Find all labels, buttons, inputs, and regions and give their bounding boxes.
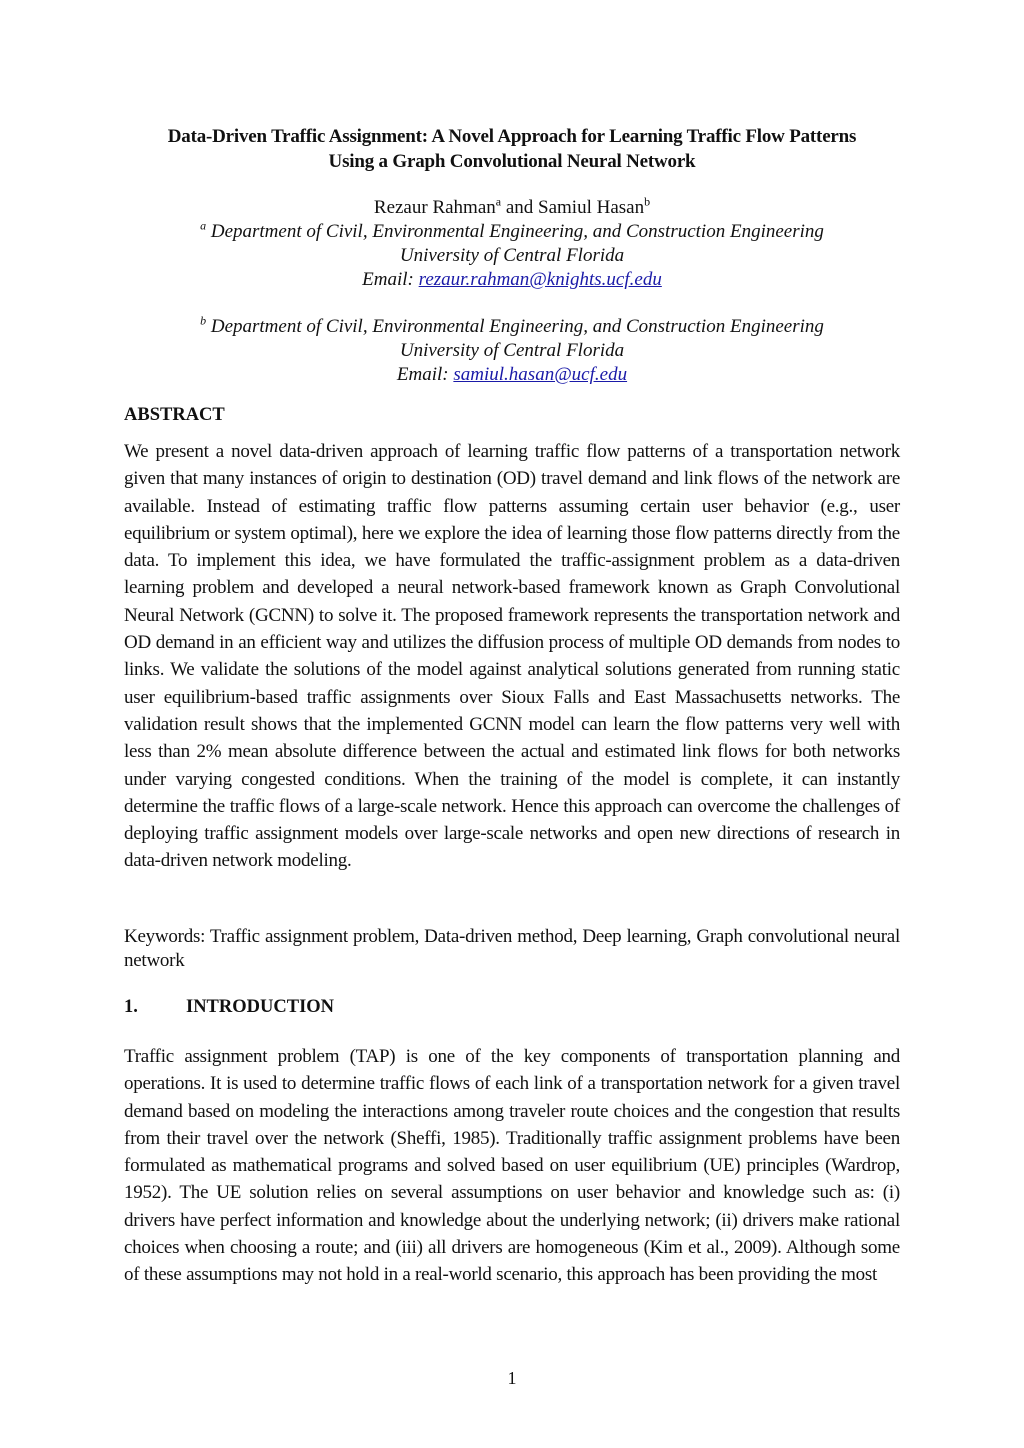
- affiliation-a-sup: a: [200, 218, 207, 233]
- author-1: Rezaur Rahman: [373, 197, 496, 218]
- email-link-rahman[interactable]: rezaur.rahman@knights.ucf.edu: [418, 269, 662, 290]
- affiliation-b-university: University of Central Florida: [399, 340, 625, 361]
- affiliation-b: [124, 315, 900, 387]
- abstract-heading: ABSTRACT: [124, 405, 225, 425]
- affiliation-b-department: Department of Civil, Environmental Engineering, and Construction Engineering: [206, 316, 824, 337]
- affiliation-b-sup: b: [200, 313, 207, 328]
- affiliation-a-department: Department of Civil, Environmental Engineering, and Construction Engineering: [206, 221, 824, 242]
- affiliation-a-university: University of Central Florida: [399, 245, 625, 266]
- email-link-hasan[interactable]: samiul.hasan@ucf.edu: [453, 364, 628, 385]
- page-number: 1: [507, 1368, 517, 1388]
- section-number: 1.: [124, 997, 138, 1017]
- title-line-1: Data-Driven Traffic Assignment: A Novel Approach for Learning Traffic Flow Patterns: [167, 126, 857, 147]
- introduction-text: Traffic assignment problem (TAP) is one of the key components of transportation planning and operations. It is used to determine traffic flows of each link of a transportation network for a given travel demand based on modeling the interactions among traveler route choices and the congestion that results from their travel over the network (Sheffi, 1985). Traditionally traffic assignment problems have been formulated as mathematical programs and solved based on user equilibrium (UE) principles (Wardrop, 1952). The UE solution relies on several assumptions on user behavior and knowledge such as: (i) drivers have perfect information and knowledge about the underlying network; (ii) drivers make rational choices when choosing a route; and (iii) all drivers are homogeneous (Kim et al., 2009). Although some of these assumptions may not hold in a real-world scenario, this approach has been providing the most: [124, 1046, 900, 1286]
- paper-title: [124, 124, 900, 174]
- title-line-2: Using a Graph Convolutional Neural Network: [328, 151, 696, 172]
- affiliation-a: [124, 220, 900, 292]
- introduction-heading: [124, 997, 334, 1018]
- author-2-sup: b: [644, 194, 651, 209]
- keywords: Keywords: Traffic assignment problem, Data-driven method, Deep learning, Graph convolutional neural network: [124, 926, 900, 971]
- section-title: INTRODUCTION: [186, 997, 335, 1017]
- author-list: [124, 196, 900, 220]
- abstract-text: We present a novel data-driven approach of learning traffic flow patterns of a transportation network given that many instances of origin to destination (OD) travel demand and link flows of the network are available. Instead of estimating traffic flow patterns assuming certain user behavior (e.g., user equilibrium or system optimal), here we explore the idea of learning those flow patterns directly from the data. To implement this idea, we have formulated the traffic-assignment problem as a data-driven learning problem and developed a neural network-based framework known as Graph Convolutional Neural Network (GCNN) to solve it. The proposed framework represents the transportation network and OD demand in an efficient way and utilizes the diffusion process of multiple OD demands from nodes to links. We validate the solutions of the model against analytical solutions generated from running static user equilibrium-based traffic assignments over Sioux Falls and East Massachusetts networks. The validation result shows that the implemented GCNN model can learn the flow patterns very well with less than 2% mean absolute difference between the actual and estimated link flows for both networks under varying congested conditions. When the training of the model is complete, it can instantly determine the traffic flows of a large-scale network. Hence this approach can overcome the challenges of deploying traffic assignment models over large-scale networks and open new directions of research in data-driven network modeling.: [124, 441, 900, 872]
- author-conj: and: [501, 197, 539, 218]
- affiliation-a-email-label: Email:: [362, 269, 419, 290]
- author-1-sup: a: [495, 194, 502, 209]
- author-2: Samiul Hasan: [538, 197, 645, 218]
- affiliation-b-email-label: Email:: [396, 364, 454, 385]
